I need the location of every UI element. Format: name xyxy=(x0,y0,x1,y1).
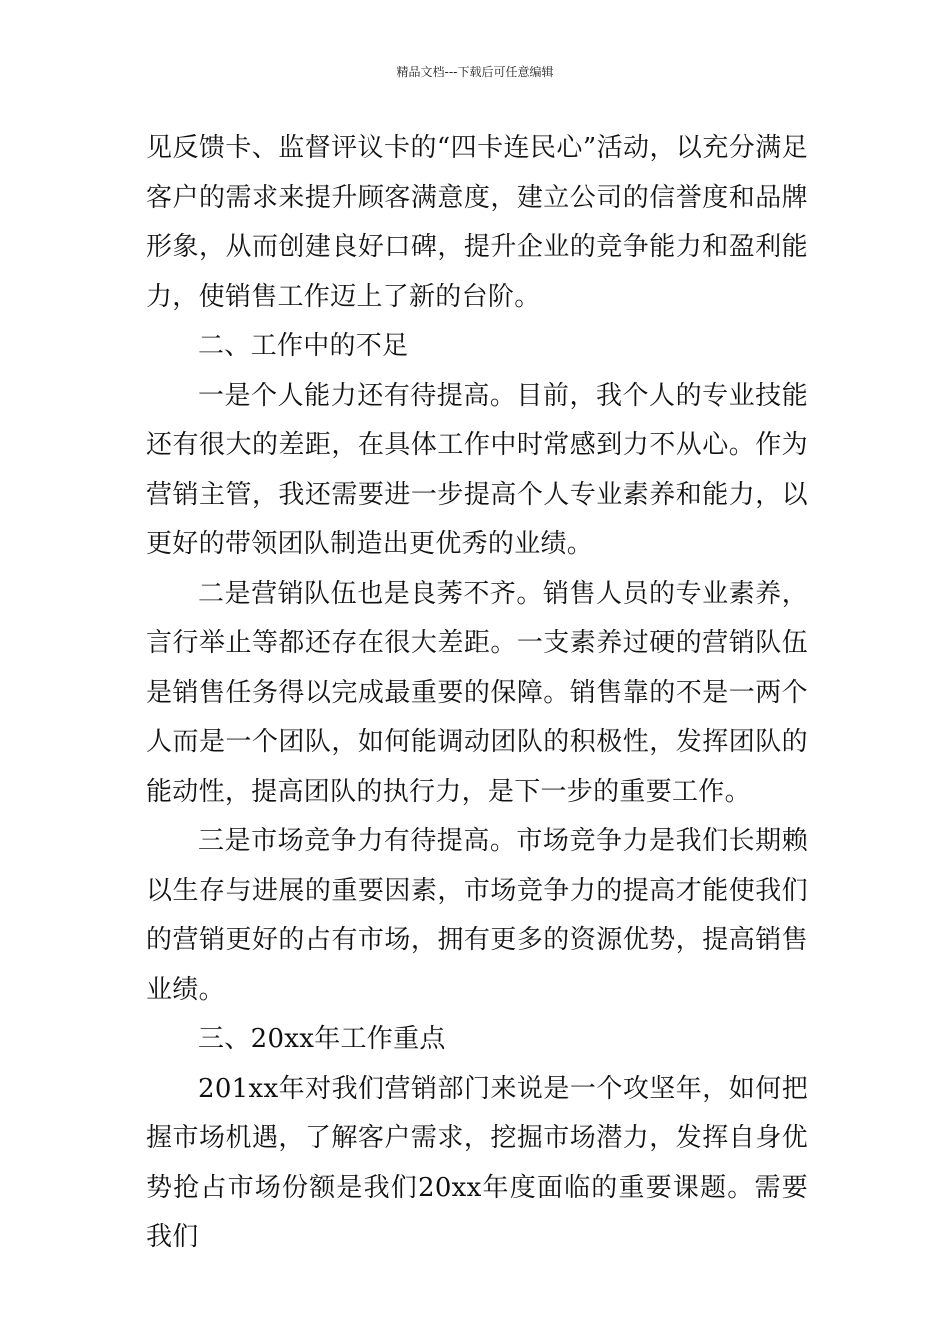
document-body xyxy=(146,124,808,1263)
paragraph-sales-team: 二是营销队伍也是良莠不齐。销售人员的专业素养，言行举止等都还存在很大差距。一支素养过硬的营销队伍是销售任务得以完成最重要的保障。销售靠的不是一两个人而是一个团队，如何能调动团队的积极性，发挥团队的能动性，提高团队的执行力，是下一步的重要工作。 xyxy=(146,578,808,807)
section-heading-work-focus: 三、20xx年工作重点 xyxy=(198,1024,446,1054)
paragraph-continuation: 见反馈卡、监督评议卡的“四卡连民心”活动，以充分满足客户的需求来提升顾客满意度，建立公司的信誉度和品牌形象，从而创建良好口碑，提升企业的竞争能力和盈利能力，使销售工作迈上了新的台阶。 xyxy=(146,133,808,312)
section-heading-shortcomings: 二、工作中的不足 xyxy=(198,331,409,361)
paragraph-work-focus: 201xx年对我们营销部门来说是一个攻坚年，如何把握市场机遇，了解客户需求，挖掘市场潜力，发挥自身优势抢占市场份额是我们20xx年度面临的重要课题。需要我们 xyxy=(146,1073,808,1252)
paragraph-personal-ability: 一是个人能力还有待提高。目前，我个人的专业技能还有很大的差距，在具体工作中时常感到力不从心。作为营销主管，我还需要进一步提高个人专业素养和能力，以更好的带领团队制造出更优秀的业绩。 xyxy=(146,380,808,559)
paragraph-market-competitiveness: 三是市场竞争力有待提高。市场竞争力是我们长期赖以生存与进展的重要因素，市场竞争力的提高才能使我们的营销更好的占有市场，拥有更多的资源优势，提高销售业绩。 xyxy=(146,826,808,1005)
page-header: 精品文档---下载后可任意编辑 xyxy=(396,65,554,79)
